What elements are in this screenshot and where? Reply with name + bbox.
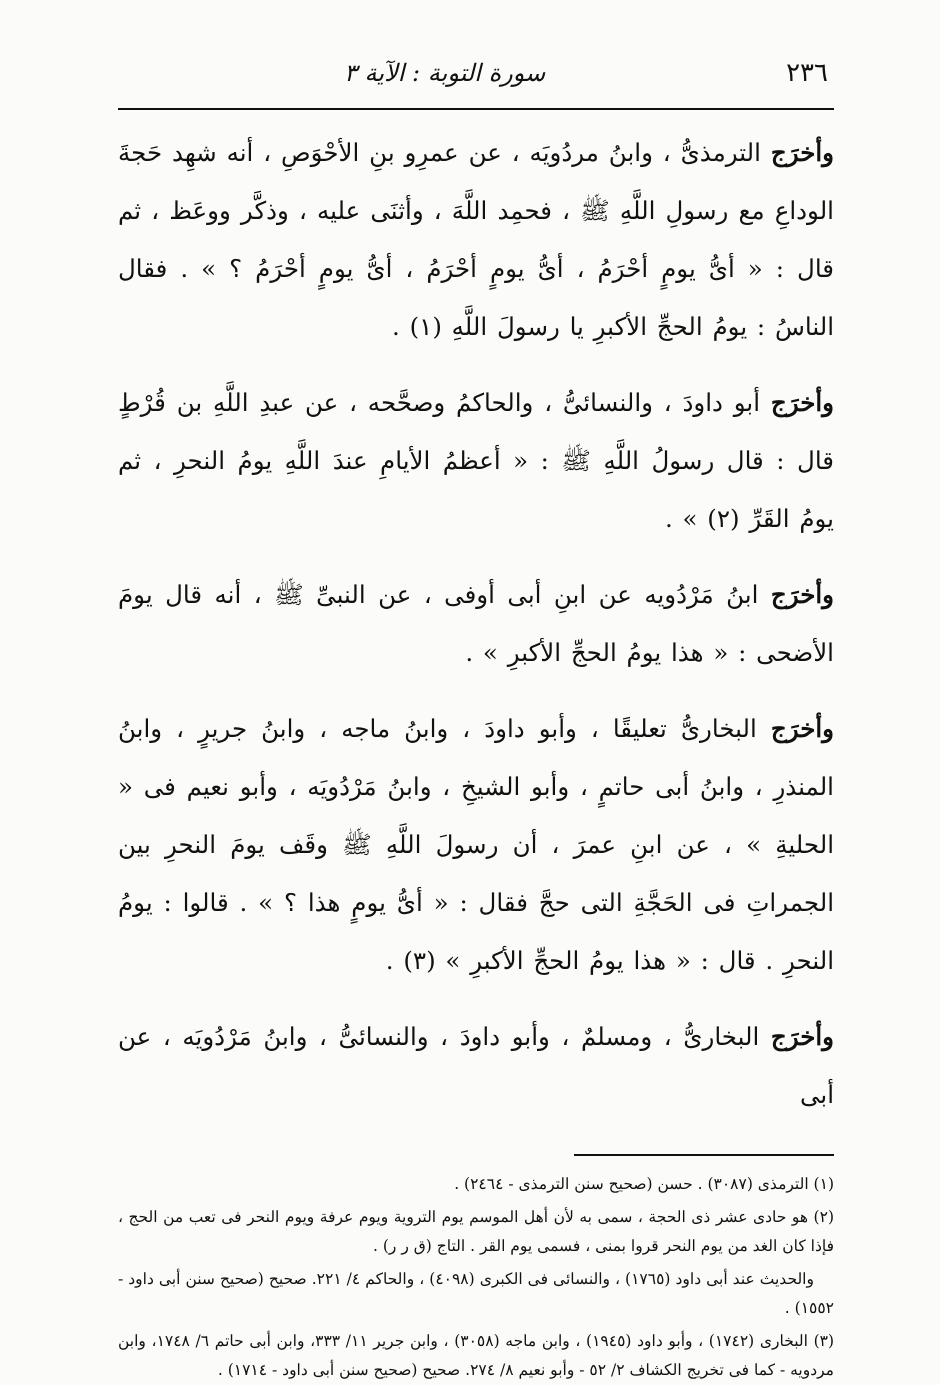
footnotes [118,1170,834,1385]
book-page [118,58,835,1379]
paragraph-text: البخارىُّ تعليقًا ، وأبو داودَ ، وابنُ ماجه ، وابنُ جريرٍ ، وابنُ المنذرِ ، وابنُ أبى حاتمٍ ، وأبو الشيخِ ، وابنُ مَرْدُويَه ، وأبو نعيم فى « الحليةِ » ، عن ابنِ عمرَ ، أن رسولَ اللَّهِ ﷺ وقَف يومَ النحرِ بين الجمراتِ فى الحَجَّةِ التى حجَّ فقال : « أىُّ يومٍ هذا ؟ » . قالوا : يومُ النحرِ . قال : « هذا يومُ الحجِّ الأكبرِ » (٣) . [118,714,834,975]
footnote: (٢) هو حادى عشر ذى الحجة ، سمى به لأن أهل الموسم يوم التروية ويوم عرفة ويوم النحر فى تعب من الحج ، فإذا كان الغد من يوم النحر قروا بمنى ، فسمى يوم القر . التاج (ق ر ر) . [118,1208,834,1255]
page-header [118,58,834,110]
paragraph-text: البخارىُّ ، ومسلمٌ ، وأبو داودَ ، والنسائىُّ ، وابنُ مَرْدُويَه ، عن أبى [118,1022,834,1109]
running-title: سورة التوبة : الآية ٣ [344,59,546,87]
paragraph-text: الترمذىُّ ، وابنُ مردُويَه ، عن عمرِو بنِ الأحْوَصِ ، أنه شهِد حَجةَ الوداعِ مع رسولِ اللَّهِ ﷺ ، فحمِد اللَّهَ ، وأثنَى عليه ، وذكَّر ووعَظ ، ثم قال : « أىُّ يومٍ أحْرَمُ ، أىُّ يومٍ أحْرَمُ ، أىُّ يومٍ أحْرَمُ ؟ » . فقال الناسُ : يومُ الحجِّ الأكبرِ يا رسولَ اللَّهِ (١) . [118,138,834,341]
paragraph [118,566,834,682]
footnote: والحديث عند أبى داود (١٧٦٥) ، والنسائى فى الكبرى (٤٠٩٨) ، والحاكم ٤/ ٢٢١. صحيح (صحيح سنن أبى داود - ١٥٥٢) . [118,1270,834,1317]
main-text [118,124,834,1124]
paragraph [118,124,834,356]
paragraph [118,1008,834,1124]
page-number: ٢٣٦ [786,58,828,88]
paragraph-lead: وأخرَج [770,580,834,609]
paragraph-lead: وأخرَج [770,388,834,417]
paragraph-lead: وأخرَج [770,1022,834,1051]
footnote-divider [574,1154,834,1156]
paragraph [118,700,834,990]
paragraph-lead: وأخرَج [770,138,834,167]
paragraph [118,374,834,548]
footnote: (٣) البخارى (١٧٤٢) ، وأبو داود (١٩٤٥) ، وابن ماجه (٣٠٥٨) ، وابن جرير ١١/ ٣٣٣، وابن أبى حاتم ٦/ ١٧٤٨، وابن مردويه - كما فى تخريج الكشاف ٢/ ٥٢ - وأبو نعيم ٨/ ٢٧٤. صحيح (صحيح سنن أبى داود - ١٧١٤) . [118,1332,835,1379]
paragraph-text: أبو داودَ ، والنسائىُّ ، والحاكمُ وصحَّحه ، عن عبدِ اللَّهِ بن قُرْطٍ قال : قال رسولُ اللَّهِ ﷺ : « أعظمُ الأيامِ عندَ اللَّهِ يومُ النحرِ ، ثم يومُ القَرِّ (٢) » . [118,388,834,533]
footnote: (١) الترمذى (٣٠٨٧) . حسن (صحيح سنن الترمذى - ٢٤٦٤) . [454,1175,834,1193]
paragraph-text: ابنُ مَرْدُويه عن ابنِ أبى أوفى ، عن النبىِّ ﷺ ، أنه قال يومَ الأضحى : « هذا يومُ الحجِّ الأكبرِ » . [118,580,834,667]
paragraph-lead: وأخرَج [770,714,834,743]
